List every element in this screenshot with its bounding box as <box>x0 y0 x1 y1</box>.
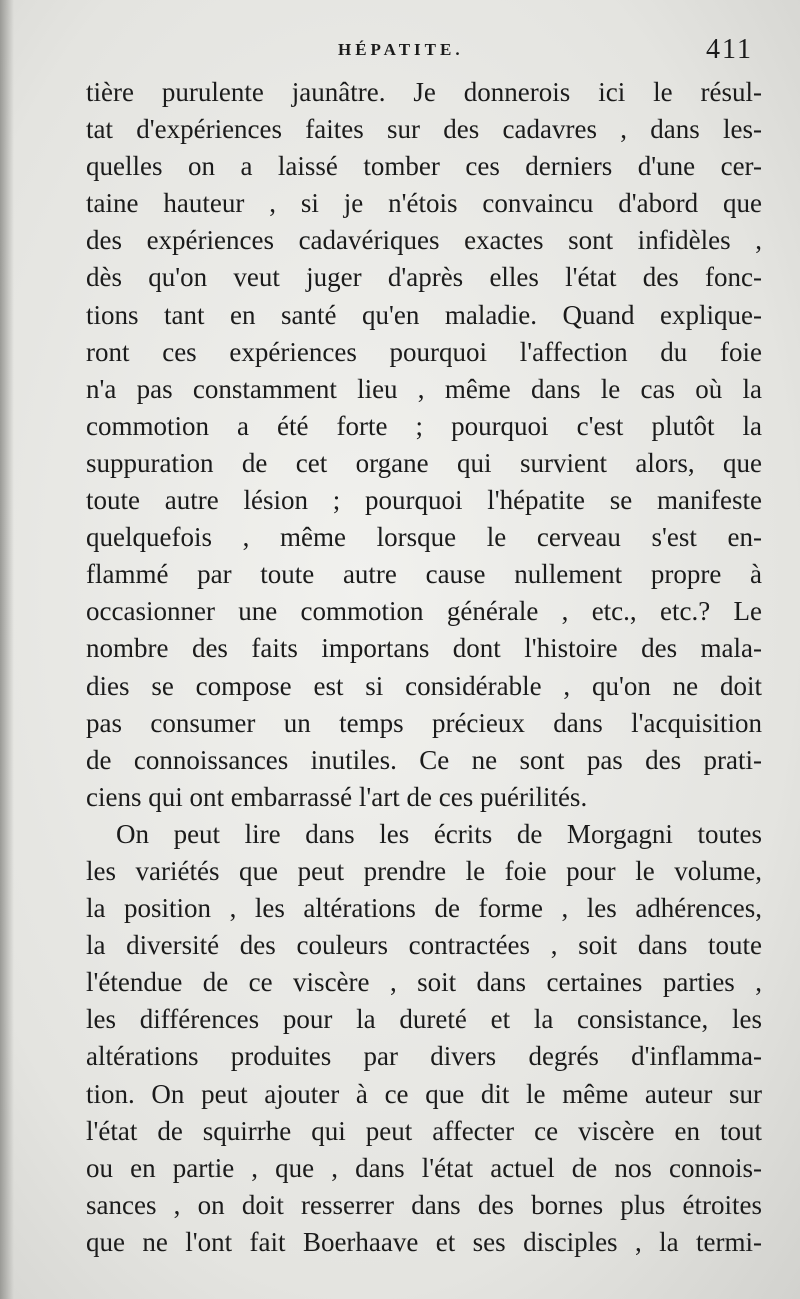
text-line: n'a pas constamment lieu , même dans le cas où la <box>86 373 762 404</box>
text-line: ciens qui ont embarrassé l'art de ces puérilités. <box>86 781 588 812</box>
text-line: quelles on a laissé tomber ces derniers d'une cer- <box>86 151 762 182</box>
text-line: que ne l'ont fait Boerhaave et ses disciples , la termi- <box>86 1226 762 1257</box>
text-line: quelquefois , même lorsque le cerveau s'est en- <box>86 522 762 553</box>
text-line: les variétés que peut prendre le foie pour le volume, <box>86 855 762 886</box>
paragraph-1 <box>86 74 762 816</box>
text-line: dies se compose est si considérable , qu'on ne doit <box>86 670 762 701</box>
text-line: toute autre lésion ; pourquoi l'hépatite se manifeste <box>86 485 762 516</box>
text-line: ront ces expériences pourquoi l'affection du foie <box>86 336 762 367</box>
text-line: l'état de squirrhe qui peut affecter ce viscère en tout <box>86 1115 762 1146</box>
text-line: On peut lire dans les écrits de Morgagni toutes <box>116 818 762 849</box>
text-line: de connoissances inutiles. Ce ne sont pas des prati- <box>86 744 762 775</box>
text-line: suppuration de cet organe qui survient alors, que <box>86 447 762 478</box>
text-line: ou en partie , que , dans l'état actuel de nos connois- <box>86 1152 762 1183</box>
text-line: tion. On peut ajouter à ce que dit le même auteur sur <box>86 1078 762 1109</box>
text-line: des expériences cadavériques exactes sont infidèles , <box>86 225 762 256</box>
binding-shadow <box>0 0 14 1299</box>
paragraph-2 <box>86 816 762 1261</box>
text-line: la position , les altérations de forme , les adhérences, <box>86 893 762 924</box>
text-line: flammé par toute autre cause nullement propre à <box>86 559 762 590</box>
text-line: occasionner une commotion générale , etc., etc.? Le <box>86 596 762 627</box>
text-line: dès qu'on veut juger d'après elles l'état des fonc- <box>86 262 762 293</box>
text-line: l'étendue de ce viscère , soit dans certaines parties , <box>86 967 762 998</box>
running-title: HÉPATITE. <box>338 40 464 59</box>
text-line: tions tant en santé qu'en maladie. Quand explique- <box>86 299 762 330</box>
text-line: commotion a été forte ; pourquoi c'est plutôt la <box>86 410 762 441</box>
text-line: sances , on doit resserrer dans des bornes plus étroites <box>86 1189 762 1220</box>
text-line: la diversité des couleurs contractées , soit dans toute <box>86 930 762 961</box>
page-number: 411 <box>706 34 753 65</box>
text-line: tière purulente jaunâtre. Je donnerois ici le résul- <box>86 77 762 107</box>
text-line: les différences pour la dureté et la consistance, les <box>86 1004 762 1035</box>
text-line: pas consumer un temps précieux dans l'acquisition <box>86 707 762 738</box>
text-line: nombre des faits importans dont l'histoire des mala- <box>86 633 762 664</box>
text-line: tat d'expériences faites sur des cadavres , dans les- <box>86 114 762 145</box>
text-line: taine hauteur , si je n'étois convaincu d'abord que <box>86 188 762 219</box>
text-line: altérations produites par divers degrés d'inflamma- <box>86 1041 762 1072</box>
body-text <box>86 74 762 1261</box>
